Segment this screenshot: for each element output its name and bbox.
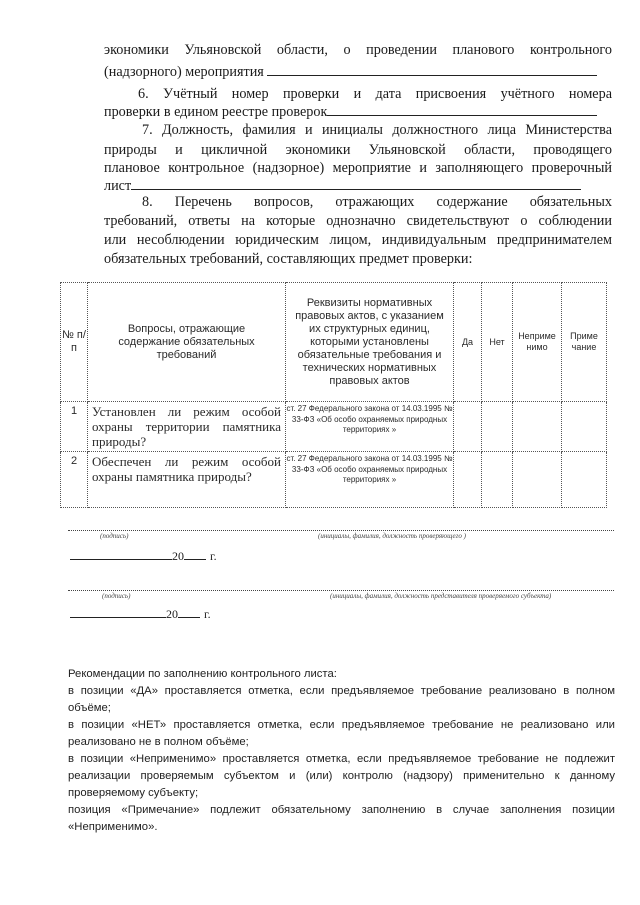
signature-line-inspector[interactable] [68, 530, 614, 531]
p7-line1: 7. Должность, фамилия и инициалы должностного лица Министерства [142, 122, 612, 138]
table-row [61, 452, 607, 508]
date-blank[interactable] [70, 548, 172, 560]
header-yes: Да [454, 283, 482, 402]
p7-line2: природы и цикличной экономики Ульяновской области, проводящего [104, 142, 612, 158]
signature-caption: (подпись) [100, 532, 129, 540]
checklist-table [60, 282, 607, 508]
cell-note[interactable] [562, 452, 607, 508]
signature-caption: (подпись) [102, 592, 131, 600]
blank-line[interactable] [267, 62, 597, 76]
year-blank[interactable] [184, 548, 206, 560]
rec-line: позиция «Примечание» подлежит обязательному заполнению в случае заполнения позиции [68, 804, 615, 816]
recommendations [68, 666, 615, 836]
date-field: 20 г. [70, 606, 211, 622]
header-note: Приме чание [562, 283, 607, 402]
blank-line[interactable] [327, 102, 597, 116]
date-blank[interactable] [70, 606, 166, 618]
p6-line1: 6. Учётный номер проверки и дата присвоения учётного номера [138, 86, 612, 102]
cell-no[interactable] [482, 402, 513, 452]
row-question: Обеспечен ли режим особой охраны памятника природы? [88, 452, 286, 508]
p8-line2: требований, ответы на которые однозначно свидетельствуют о соблюдении [104, 213, 612, 229]
row-num: 2 [61, 452, 88, 508]
header-questions: Вопросы, отражающие содержание обязательных требований [88, 283, 286, 402]
row-num: 1 [61, 402, 88, 452]
rec-line: реализовано не в полном объёме; [68, 736, 249, 748]
header-not-applicable: Неприме нимо [513, 283, 562, 402]
row-reference: ст. 27 Федерального закона от 14.03.1995 № 33-ФЗ «Об особо охраняемых природных территориях » [286, 452, 454, 508]
year-blank[interactable] [178, 606, 200, 618]
p5-line1: экономики Ульяновской области, о проведении планового контрольного [104, 42, 612, 58]
p6-line2: проверки в едином реестре проверок [104, 102, 597, 122]
row-question: Установлен ли режим особой охраны территории памятника природы? [88, 402, 286, 452]
blank-line[interactable] [131, 176, 581, 190]
row-reference: ст. 27 Федерального закона от 14.03.1995 № 33-ФЗ «Об особо охраняемых природных территориях » [286, 402, 454, 452]
header-no: Нет [482, 283, 513, 402]
cell-no[interactable] [482, 452, 513, 508]
p5-line2: (надзорного) мероприятия [104, 62, 597, 82]
p8-line3: или несоблюдении юридическим лицом, индивидуальным предпринимателем [104, 232, 612, 248]
rec-line: проверяемому субъекту; [68, 787, 199, 799]
table-header-row [61, 283, 607, 402]
p7-line3: плановое контрольное (надзорное) мероприятие и заполняющего проверочный [104, 160, 612, 176]
rec-line: объёме; [68, 702, 111, 714]
date-field: 20 г. [70, 548, 217, 564]
header-requisites: Реквизиты нормативных правовых актов, с указанием их структурных единиц, которыми установлены обязательные требования и технических нормативных правовых актов [286, 283, 454, 402]
cell-not-applicable[interactable] [513, 452, 562, 508]
rec-line: в позиции «Неприменимо» проставляется отметка, если предъявляемое требование не подлежит [68, 753, 615, 765]
p8-line4: обязательных требований, составляющих предмет проверки: [104, 251, 473, 267]
signature-line-representative[interactable] [68, 590, 614, 591]
rec-line: реализации проверяемым субъектом и (или) контролю (надзору) применительно к данному [68, 770, 615, 782]
rec-line: в позиции «ДА» проставляется отметка, если предъявляемое требование реализовано в полном [68, 685, 615, 697]
cell-yes[interactable] [454, 452, 482, 508]
p8-line1: 8. Перечень вопросов, отражающих содержание обязательных [142, 194, 612, 210]
name-caption: (инициалы, фамилия, должность представителя проверяемого субъекта) [330, 592, 552, 600]
cell-not-applicable[interactable] [513, 402, 562, 452]
rec-line: в позиции «НЕТ» проставляется отметка, если предъявляемое требование не реализовано или [68, 719, 615, 731]
rec-line: «Неприменимо». [68, 821, 158, 833]
recommendations-title: Рекомендации по заполнению контрольного листа: [68, 668, 337, 680]
table-row [61, 402, 607, 452]
p7-line4: лист [104, 176, 581, 196]
name-caption: (инициалы, фамилия, должность проверяющего ) [318, 532, 466, 540]
cell-yes[interactable] [454, 402, 482, 452]
cell-note[interactable] [562, 402, 607, 452]
header-num: № п/п [61, 283, 88, 402]
